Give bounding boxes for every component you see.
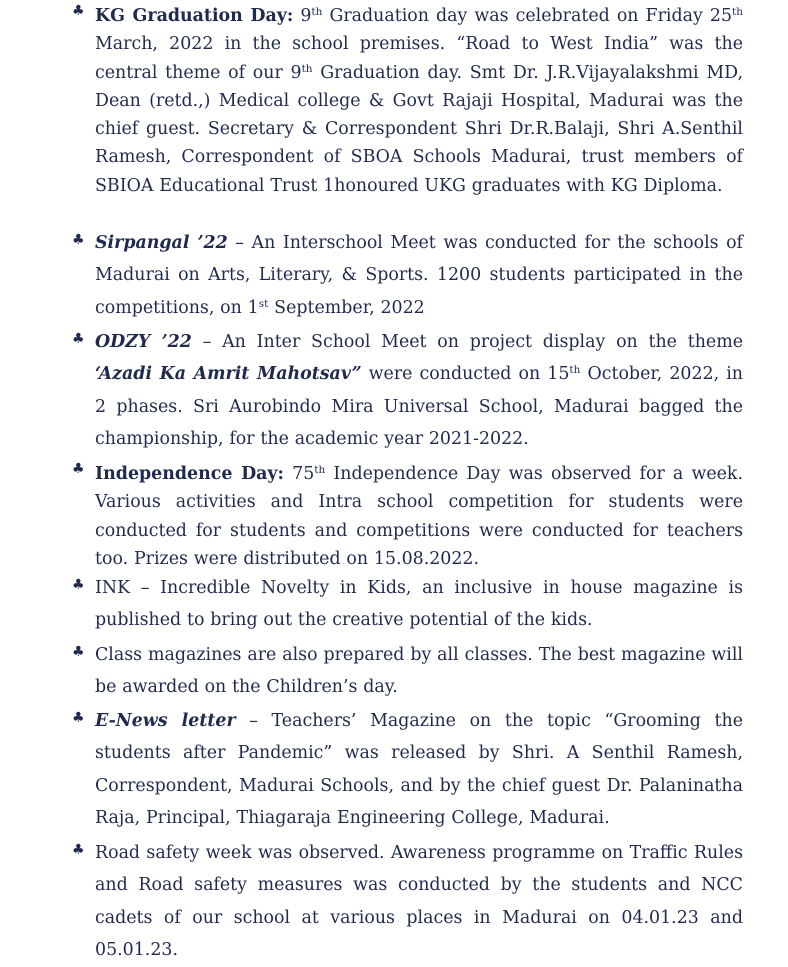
text-segment: – An Interschool Meet was conducted for the schools of Madurai on Arts, Literary, & Sports. 1200 students participated in the competitions, on 1: [95, 233, 743, 318]
superscript: th: [732, 6, 743, 18]
text-segment: Graduation day. Smt Dr. J.R.Vijayalakshmi MD, Dean (retd.,) Medical college & Govt Rajaji Hospital, Madurai was the chief guest. Secretary & Correspondent Shri Dr.R.Balaji, Shri A.Senthil Ramesh, Correspondent of SBOA Schools Madurai, trust members of SBIOA Educational Trust 1honoured UKG graduates with KG Diploma.: [95, 62, 743, 196]
text-segment: Graduation day was celebrated on Friday 25: [322, 6, 733, 26]
item-text: [95, 227, 743, 324]
text-segment: March, 2022 in the school premises. “Road to West India” was the central theme of our 9: [95, 34, 743, 83]
superscript: th: [301, 62, 313, 75]
item-text: [95, 705, 743, 835]
text-segment: Independence Day was observed for a week. Various activities and Intra school competition for students were conducted for students and competitions were conducted for teachers too. Prizes were distributed on 15.08.2022.: [95, 464, 743, 569]
text-segment: – Teachers’ Magazine on the topic “Grooming the students after Pandemic” was released by Shri. A Senthil Ramesh, Correspondent, Madurai Schools, and by the chief guest Dr. Palaninatha Raja, Principal, Thiagaraja Engineering College, Madurai.: [95, 711, 743, 829]
theme-title: ‘Azadi Ka Amrit Mahotsav”: [95, 364, 362, 385]
club-bullet-icon: ♣: [72, 3, 85, 19]
item-heading: ODZY ’22: [95, 332, 192, 352]
text-segment: 75: [283, 464, 315, 484]
club-bullet-icon: ♣: [72, 331, 85, 347]
club-bullet-icon: ♣: [72, 232, 85, 248]
text-segment: – An Inter School Meet on project display on the theme: [191, 332, 743, 352]
item-text: [95, 326, 743, 456]
text-segment: October, 2022, in 2 phases. Sri Aurobindo Mira Universal School, Madurai bagged the championship, for the academic year 2021-2022.: [95, 364, 744, 450]
club-bullet-icon: ♣: [72, 842, 85, 858]
item-heading: KG Graduation Day:: [95, 6, 294, 26]
club-bullet-icon: ♣: [72, 461, 85, 477]
item-text: [95, 460, 743, 573]
item-heading: Sirpangal ’22: [95, 233, 228, 253]
club-bullet-icon: ♣: [72, 577, 85, 593]
club-bullet-icon: ♣: [72, 644, 85, 660]
superscript: th: [314, 464, 326, 476]
item-text: Road safety week was observed. Awareness programme on Traffic Rules and Road safety measures was conducted by the students and NCC cadets of our school at various places in Madurai on 04.01.23 and 05.01.23.: [95, 843, 743, 961]
text-segment: were conducted on 15: [361, 364, 570, 385]
superscript: th: [569, 364, 581, 377]
item-text: [95, 2, 743, 200]
superscript: th: [311, 6, 323, 18]
club-bullet-icon: ♣: [72, 710, 85, 726]
text-segment: September, 2022: [268, 297, 425, 318]
item-heading: E-News letter: [95, 711, 236, 731]
item-text: Class magazines are also prepared by all classes. The best magazine will be awarded on the Children’s day.: [95, 645, 743, 698]
text-segment: 9: [293, 6, 312, 26]
superscript: st: [258, 297, 269, 310]
item-heading: Independence Day:: [95, 464, 284, 484]
item-text: INK – Incredible Novelty in Kids, an inclusive in house magazine is published to bring out the creative potential of the kids.: [95, 578, 743, 631]
